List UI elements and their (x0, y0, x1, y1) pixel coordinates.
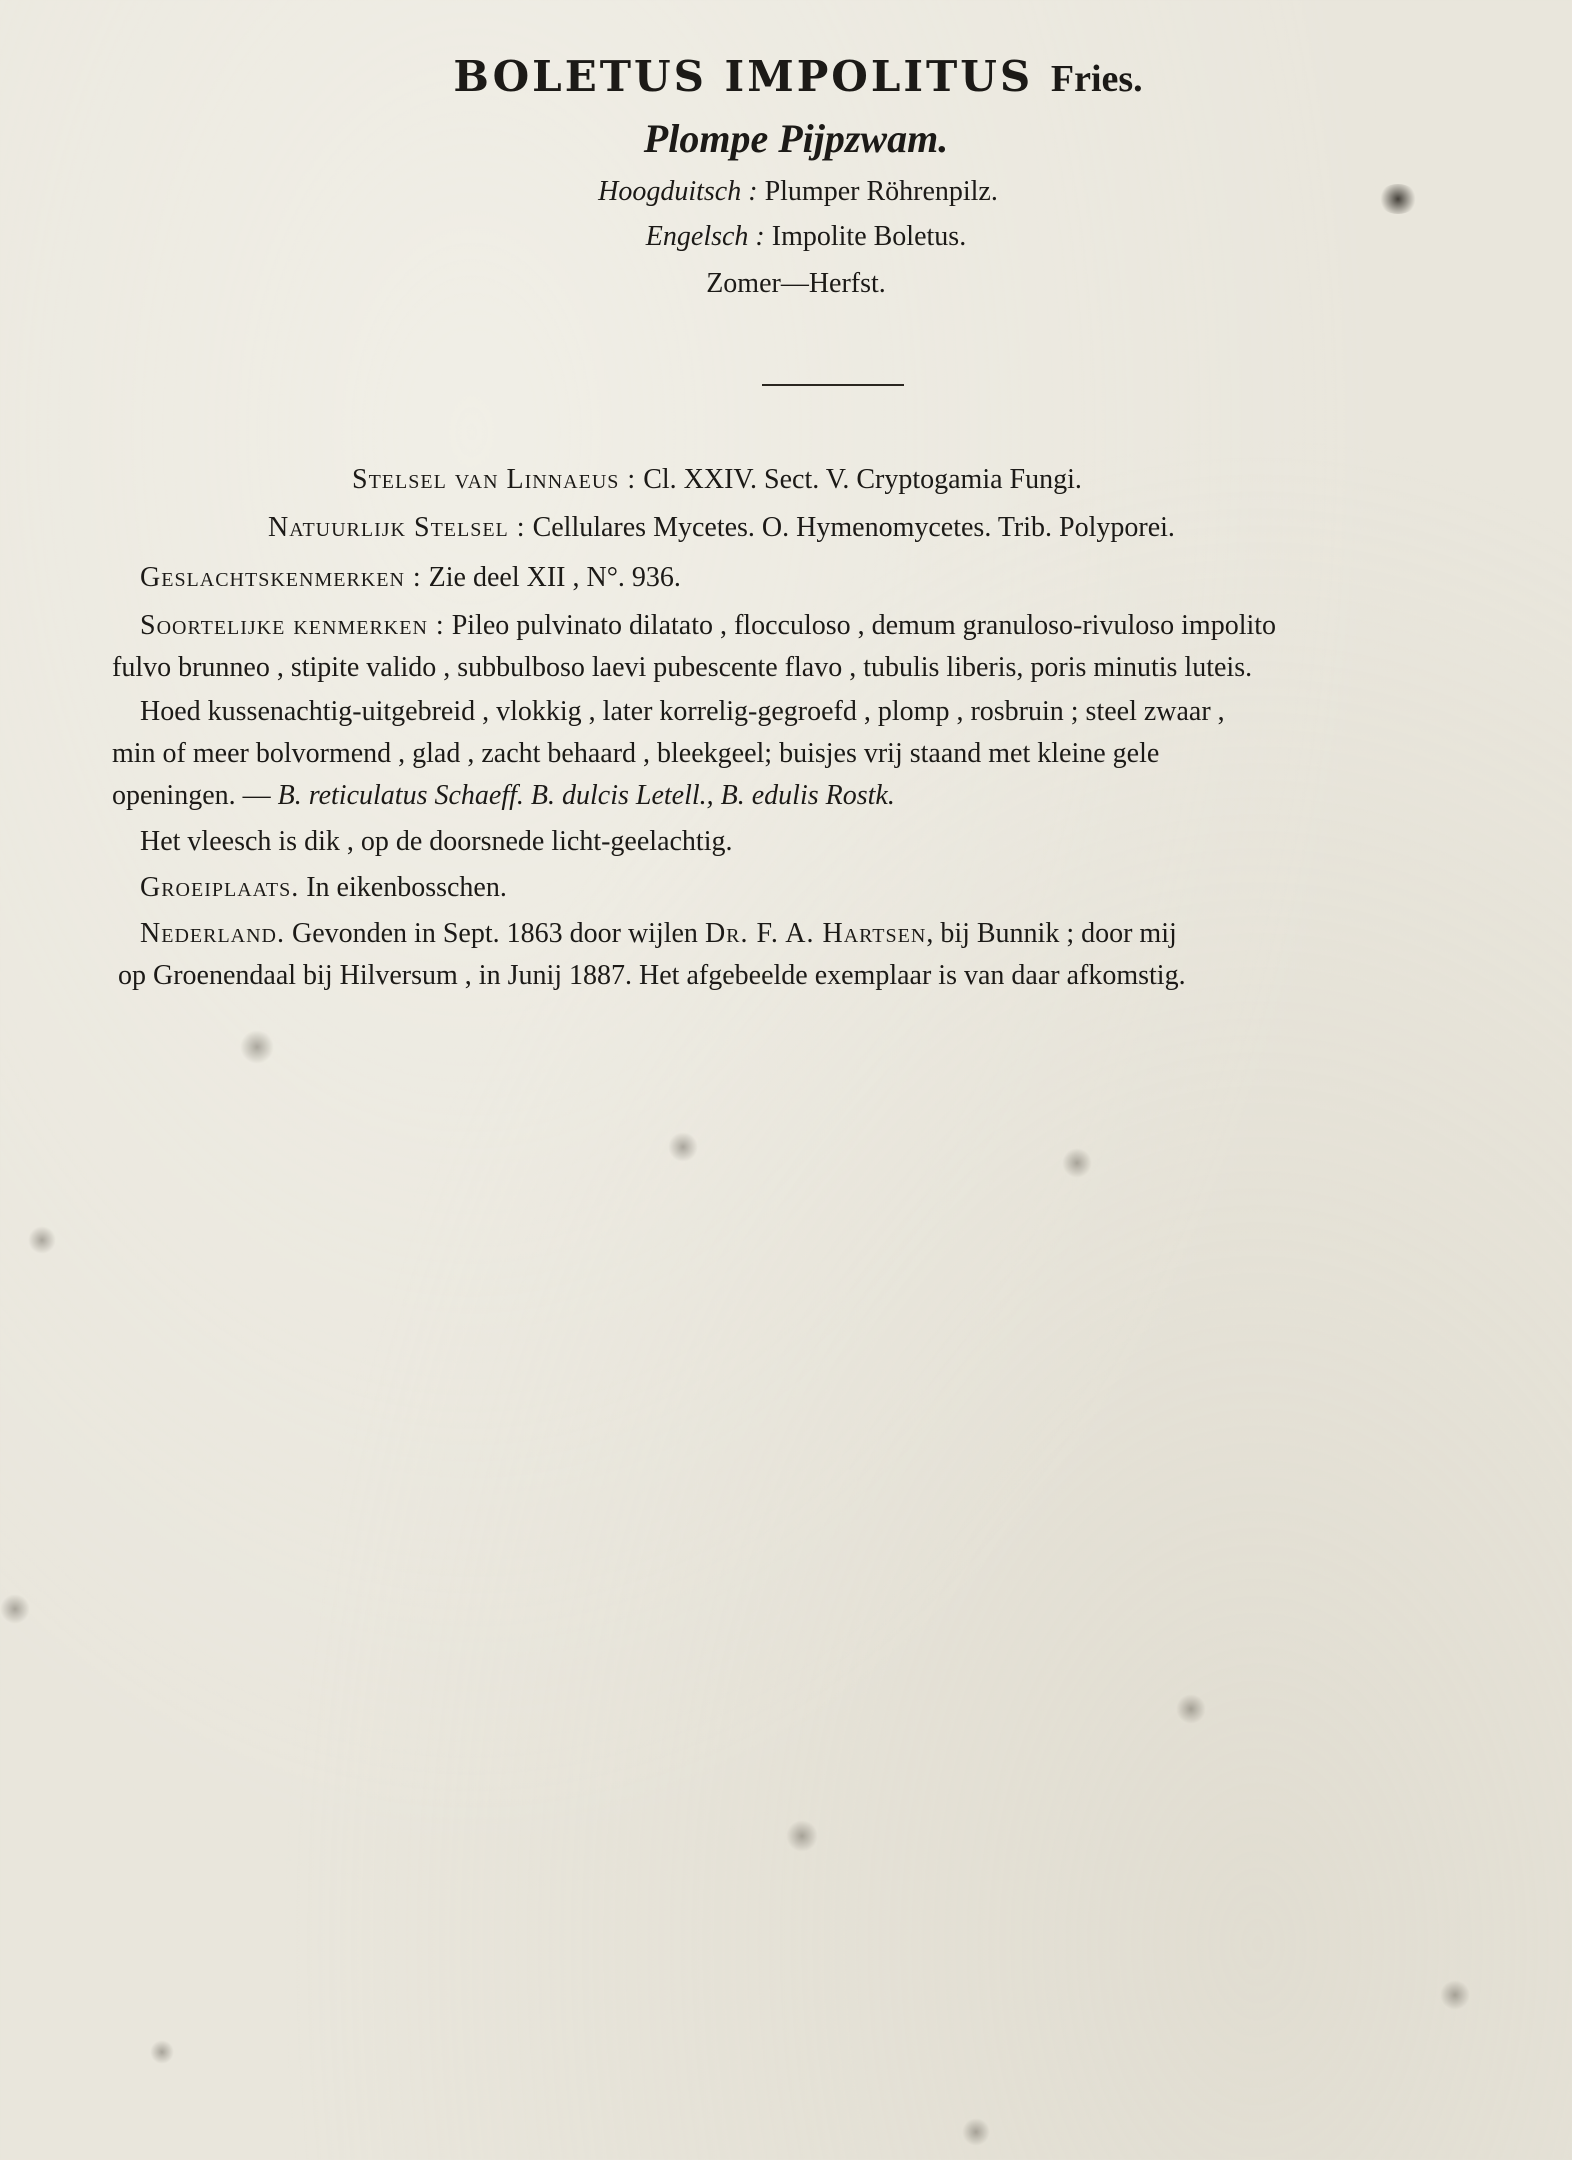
paper-spot (1440, 1980, 1470, 2010)
species-line-4: min of meer bolvormend , glad , zacht behaard , bleekgeel; buisjes vrij staand met kleine gele (112, 738, 1160, 769)
linnaeus-value: Cl. XXIV. Sect. V. Cryptogamia Fungi. (643, 464, 1082, 495)
english-name: Impolite Boletus. (771, 221, 967, 252)
natural-system-label: Natuurlijk Stelsel : (268, 512, 526, 543)
paper-spot (668, 1132, 698, 1162)
species-line-5 (112, 780, 895, 812)
species-openings: openingen. — (112, 780, 271, 811)
genus-line (140, 562, 681, 594)
german-name-line (12, 176, 1572, 208)
species-label: Soortelijke kenmerken : (140, 610, 445, 641)
season: Zomer—Herfst. (706, 268, 886, 299)
natural-system-value: Cellulares Mycetes. O. Hymenomycetes. Trib. Polyporei. (532, 512, 1175, 543)
species-latin-1: Pileo pulvinato dilatato , flocculoso , demum granuloso-rivuloso impolito (451, 610, 1277, 641)
species-line-3: Hoed kussenachtig-uitgebreid , vlokkig , later korrelig-gegroefd , plomp , rosbruin ; steel zwaar , (140, 696, 1225, 727)
netherlands-location: , bij Bunnik ; door mij (926, 918, 1177, 949)
netherlands-found: Gevonden in Sept. 1863 door wijlen (291, 918, 698, 949)
species-line-1 (140, 610, 1508, 642)
section-divider (762, 384, 904, 386)
linnaeus-label: Stelsel van Linnaeus : (352, 464, 637, 495)
species-line-2: fulvo brunneo , stipite valido , subbulboso laevi pubescente flavo , tubulis liberis, poris minutis luteis. (112, 652, 1253, 683)
species-author: Fries. (1050, 58, 1143, 100)
german-label: Hoogduitsch : (598, 176, 758, 207)
species-name: BOLETUS IMPOLITUS (453, 52, 1034, 101)
netherlands-line-2: op Groenendaal bij Hilversum , in Junij 1887. Het afgebeelde exemplaar is van daar afkomstig. (118, 960, 1186, 991)
habitat-value: In eikenbosschen. (306, 872, 507, 903)
genus-label: Geslachtskenmerken : (140, 562, 422, 593)
genus-value: Zie deel XII , N°. 936. (428, 562, 681, 593)
german-name: Plumper Röhrenpilz. (764, 176, 998, 207)
species-title (12, 52, 1572, 101)
natural-system-line (268, 512, 1175, 544)
paper-spot (0, 1594, 30, 1624)
paper-spot (786, 1820, 818, 1852)
paper-spot (1062, 1148, 1092, 1178)
species-synonyms: B. reticulatus Schaeff. B. dulcis Letell., B. edulis Rostk. (277, 780, 895, 811)
netherlands-line-1 (140, 918, 1177, 950)
habitat-line (140, 872, 507, 904)
paper-spot (240, 1030, 274, 1064)
paper-spot (28, 1226, 56, 1254)
paper-spot (1176, 1694, 1206, 1724)
flesh-line: Het vleesch is dik , op de doorsnede licht-geelachtig. (140, 826, 733, 857)
dutch-name: Plompe Pijpzwam. (643, 116, 949, 161)
habitat-label: Groeiplaats. (140, 872, 300, 903)
netherlands-label: Nederland. (140, 918, 285, 949)
ink-stain (1378, 184, 1418, 214)
paper-spot (962, 2118, 990, 2146)
paper-spot (150, 2040, 174, 2064)
english-name-line (20, 221, 1572, 253)
linnaeus-line (352, 464, 1082, 496)
collector-name: Dr. F. A. Hartsen (704, 918, 927, 949)
english-label: Engelsch : (645, 221, 765, 252)
